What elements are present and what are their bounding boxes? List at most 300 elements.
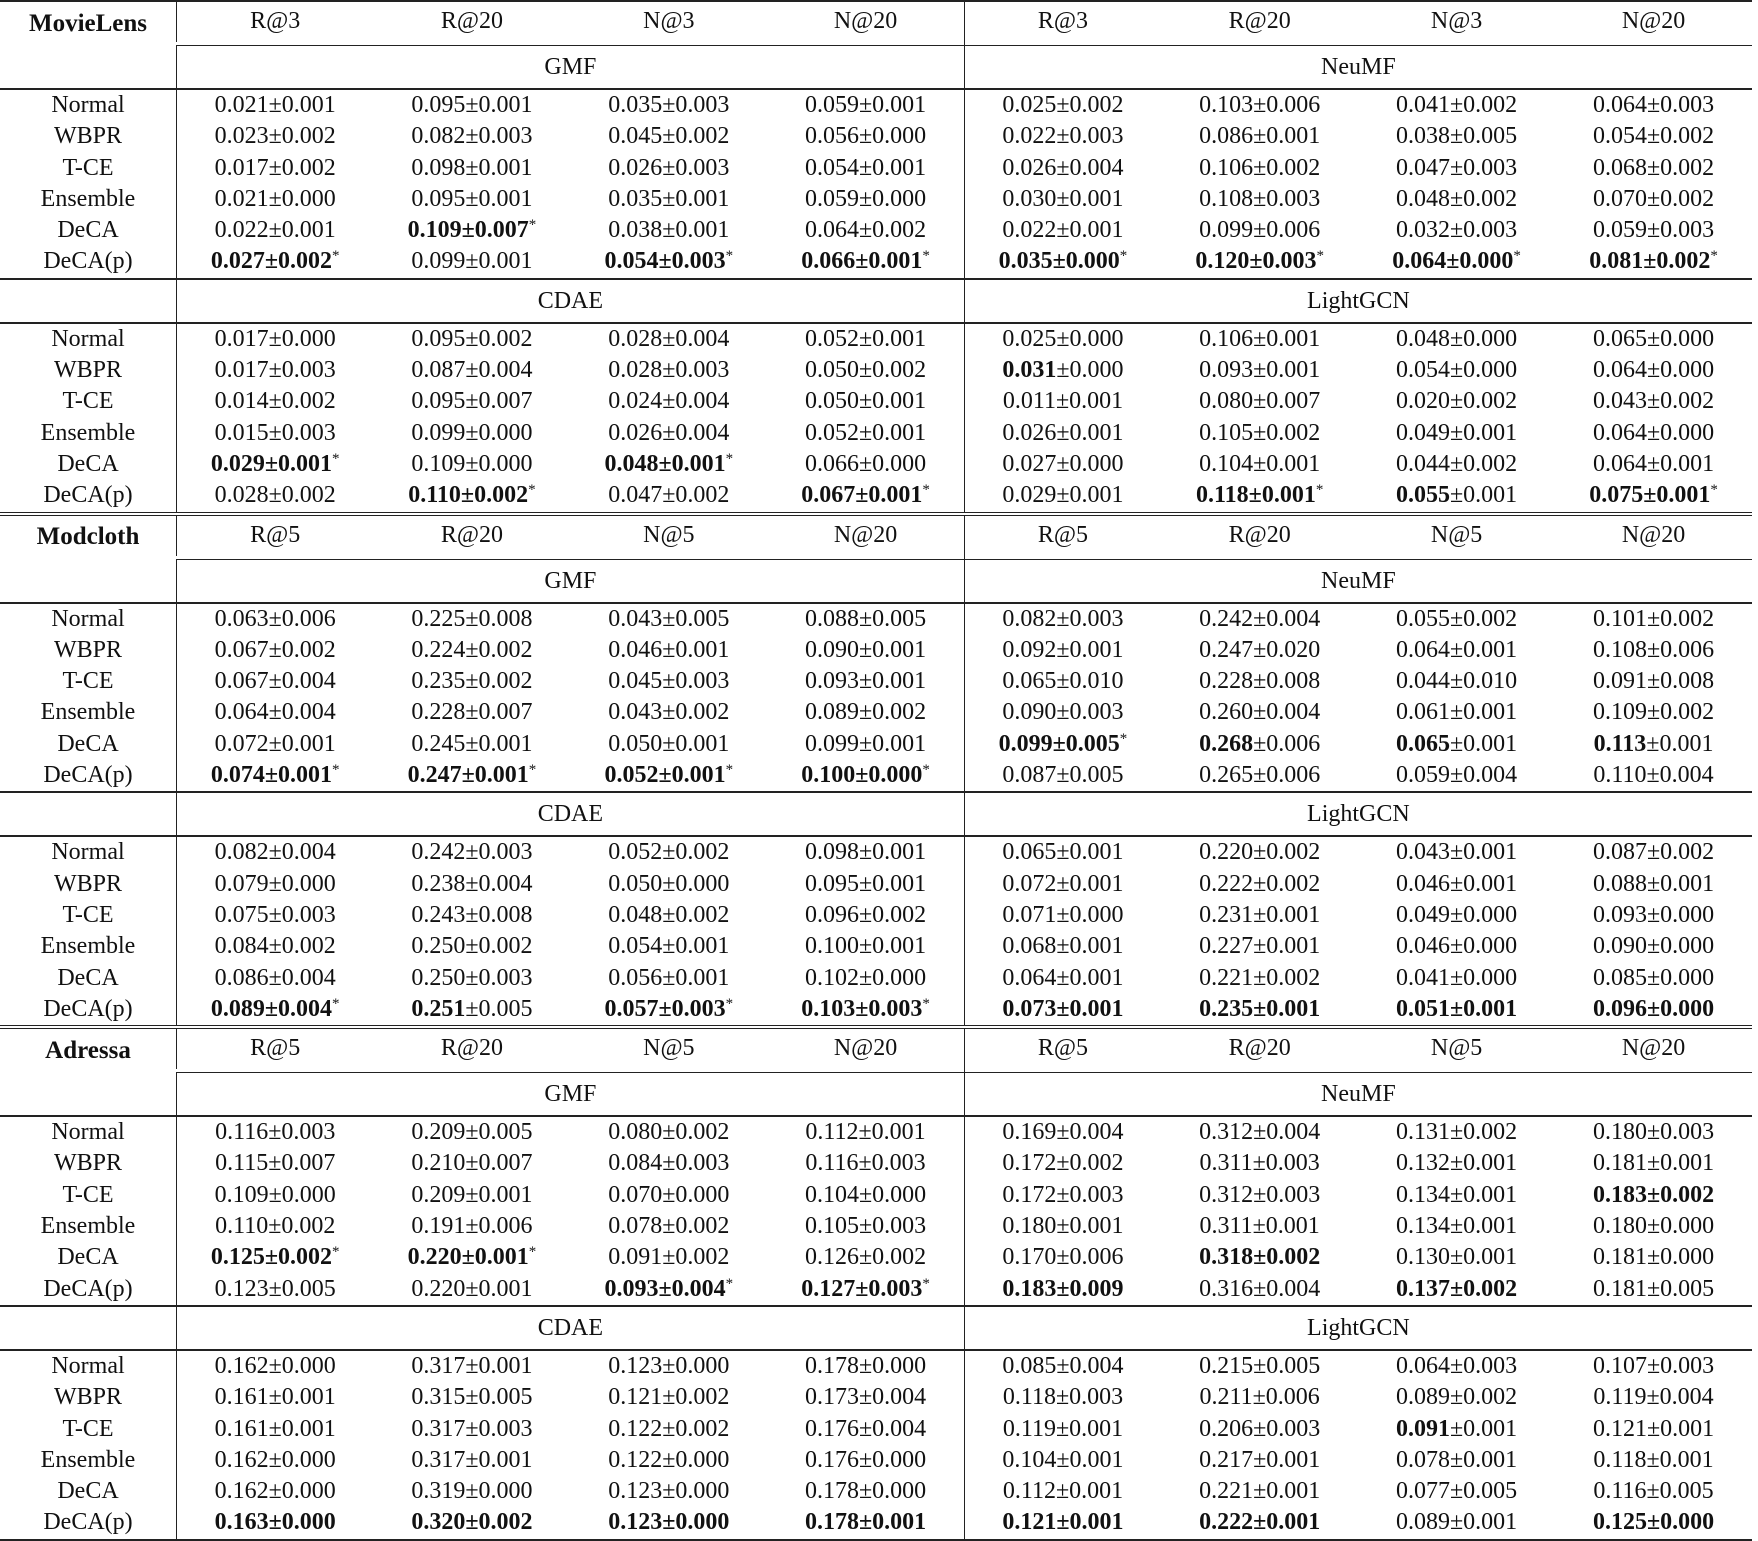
metric-cell (767, 931, 964, 962)
metric-cell (767, 1382, 964, 1413)
metric-cell (177, 89, 374, 121)
metric-mean: 0.054 (604, 248, 659, 275)
metric-std: ±0.002 (264, 248, 333, 275)
metric-mean: 0.025 (1002, 325, 1057, 352)
metric-mean: 0.080 (608, 1119, 663, 1146)
metric-cell (1555, 760, 1752, 792)
metric-std: ±0.006 (1253, 217, 1321, 244)
metric-cell (177, 449, 374, 480)
metric-mean: 0.015 (214, 419, 269, 446)
metric-std: ±0.006 (1253, 92, 1321, 118)
table-row (0, 480, 1752, 513)
metric-std: ±0.001 (1056, 217, 1124, 244)
metric-mean: 0.071 (1002, 901, 1057, 928)
metric-std: ±0.000 (268, 1446, 336, 1473)
metric-std: ±0.000 (268, 1352, 336, 1379)
metric-mean: 0.121 (608, 1384, 663, 1411)
metric-cell (767, 246, 964, 278)
metric-cell (373, 1180, 570, 1211)
metric-std: ±0.000 (858, 450, 927, 477)
metric-mean: 0.022 (1002, 217, 1057, 244)
metric-mean: 0.106 (1199, 325, 1254, 352)
metric-cell (767, 666, 964, 697)
metric-std: ±0.001 (1248, 482, 1316, 509)
metric-std: ±0.003 (662, 357, 730, 384)
metric-cell (964, 836, 1161, 868)
metric-cell (177, 603, 374, 635)
metric-mean: 0.228 (411, 699, 466, 726)
metric-std: ±0.005 (1450, 123, 1518, 150)
metric-cell (570, 666, 767, 697)
metric-mean: 0.022 (1002, 123, 1057, 150)
significance-star: * (1119, 730, 1128, 747)
metric-mean: 0.121 (1002, 1509, 1057, 1536)
metric-mean: 0.074 (210, 762, 265, 789)
metric-std: ±0.001 (1450, 730, 1518, 757)
model-name: GMF (177, 46, 965, 90)
metric-std: ±0.001 (855, 482, 923, 509)
metric-cell (373, 1350, 570, 1382)
metric-mean: 0.093 (1199, 357, 1254, 384)
empty-label-cell (0, 46, 177, 90)
metric-cell (373, 1148, 570, 1179)
significance-star: * (332, 762, 340, 779)
metric-std: ±0.001 (1253, 325, 1321, 352)
metric-cell (767, 386, 964, 417)
significance-star: * (725, 248, 734, 265)
metric-cell (1555, 449, 1752, 480)
metric-std: ±0.003 (1249, 248, 1317, 275)
empty-label-cell (0, 1306, 177, 1350)
metric-std: ±0.002 (1646, 839, 1715, 866)
metric-mean: 0.052 (804, 325, 859, 352)
metric-mean: 0.048 (604, 450, 659, 477)
metric-cell (1358, 994, 1555, 1027)
metric-mean: 0.210 (411, 1150, 466, 1177)
metric-std: ±0.001 (461, 762, 529, 789)
metric-cell (964, 1350, 1161, 1382)
metric-std: ±0.002 (662, 839, 730, 866)
metric-std: ±0.004 (268, 668, 336, 695)
metric-cell (373, 729, 570, 760)
metric-mean: 0.260 (1199, 699, 1254, 726)
metric-cell (373, 931, 570, 962)
metric-mean: 0.064 (1396, 636, 1450, 663)
metric-std: ±0.003 (1450, 217, 1518, 244)
metric-cell (1555, 355, 1752, 386)
metric-std: ±0.003 (658, 995, 726, 1022)
metric-mean: 0.044 (1396, 668, 1450, 695)
metric-mean: 0.021 (214, 185, 269, 212)
significance-star: * (725, 995, 734, 1012)
metric-cell (1555, 121, 1752, 152)
metric-mean: 0.109 (1592, 699, 1647, 726)
metric-std: ±0.001 (858, 730, 927, 757)
metric-mean: 0.023 (214, 123, 269, 150)
metric-std: ±0.001 (858, 636, 927, 663)
metric-mean: 0.046 (1396, 933, 1450, 960)
metric-cell (570, 836, 767, 868)
method-label: T-CE (62, 154, 114, 181)
significance-star: * (528, 217, 537, 234)
metric-std: ±0.007 (1253, 388, 1321, 415)
metric-std: ±0.002 (1253, 964, 1321, 991)
metric-mean: 0.048 (1396, 185, 1450, 212)
metric-std: ±0.001 (465, 730, 533, 757)
metric-mean: 0.030 (1002, 185, 1057, 212)
metric-mean: 0.206 (1199, 1415, 1254, 1442)
metric-std: ±0.003 (465, 964, 533, 991)
metric-mean: 0.059 (804, 92, 859, 118)
metric-mean: 0.073 (1002, 995, 1057, 1022)
metric-std: ±0.007 (465, 1150, 533, 1177)
metric-mean: 0.066 (804, 450, 859, 477)
metric-mean: 0.059 (804, 185, 859, 212)
metric-cell (1358, 355, 1555, 386)
metric-mean: 0.095 (411, 325, 466, 352)
table-row (0, 449, 1752, 480)
metric-mean: 0.095 (411, 388, 466, 415)
metric-std: ±0.004 (1253, 1119, 1321, 1146)
metric-std: ±0.005 (662, 605, 730, 632)
metric-std: ±0.001 (268, 1415, 336, 1442)
metric-std: ±0.000 (1646, 964, 1715, 991)
metric-mean: 0.045 (608, 123, 663, 150)
metric-mean: 0.116 (805, 1150, 859, 1177)
metric-mean: 0.086 (214, 964, 269, 991)
metric-mean: 0.134 (1396, 1213, 1450, 1240)
metric-cell (964, 215, 1161, 246)
metric-std: ±0.005 (1646, 1275, 1715, 1302)
metric-cell (373, 1445, 570, 1476)
metric-std: ±0.002 (662, 1119, 730, 1146)
metric-mean: 0.089 (1396, 1509, 1450, 1536)
table-row (0, 1507, 1752, 1539)
metric-std: ±0.000 (1450, 933, 1518, 960)
metric-std: ±0.001 (1253, 933, 1321, 960)
metric-cell (570, 449, 767, 480)
metric-std: ±0.002 (1056, 92, 1124, 118)
metric-std: ±0.001 (465, 1181, 533, 1208)
metric-header (570, 514, 767, 556)
metric-cell (177, 697, 374, 728)
metric-cell (1161, 760, 1358, 792)
metric-mean: 0.021 (214, 92, 269, 118)
metric-cell (964, 1148, 1161, 1179)
metric-cell (1555, 1116, 1752, 1148)
metric-cell (767, 184, 964, 215)
metric-std: ±0.001 (268, 92, 336, 118)
metric-cell (373, 1274, 570, 1306)
metric-mean: 0.054 (804, 154, 859, 181)
metric-header (177, 1027, 374, 1069)
metric-mean: 0.098 (804, 839, 859, 866)
metric-cell (1358, 449, 1555, 480)
metric-mean: 0.127 (801, 1275, 856, 1302)
metric-cell (177, 355, 374, 386)
metric-std: ±0.002 (1646, 699, 1715, 726)
metric-mean: 0.077 (1396, 1478, 1450, 1505)
metric-std: ±0.006 (1253, 730, 1321, 757)
metric-cell (570, 1350, 767, 1382)
metric-cell (767, 1414, 964, 1445)
metric-mean: 0.176 (804, 1415, 859, 1442)
metric-cell (177, 760, 374, 792)
metric-std: ±0.004 (268, 699, 336, 726)
metric-cell (570, 246, 767, 278)
model-name: NeuMF (964, 46, 1752, 90)
metric-mean: 0.180 (1592, 1119, 1647, 1146)
metric-cell (1358, 386, 1555, 417)
metric-std: ±0.000 (465, 1478, 533, 1505)
metric-cell (767, 1274, 964, 1306)
model-name: NeuMF (964, 559, 1752, 603)
metric-std: ±0.001 (658, 762, 726, 789)
metric-std: ±0.007 (268, 1150, 336, 1177)
metric-mean: 0.235 (411, 668, 466, 695)
table-row (0, 1350, 1752, 1382)
metric-std: ±0.000 (858, 964, 927, 991)
metric-mean: 0.035 (608, 92, 663, 118)
metric-std: ±0.005 (1253, 1352, 1321, 1379)
metric-cell (177, 900, 374, 931)
metric-cell (373, 963, 570, 994)
metric-std: ±0.000 (858, 185, 927, 212)
table-row (0, 1414, 1752, 1445)
metric-cell (570, 1180, 767, 1211)
metric-std: ±0.008 (1253, 668, 1321, 695)
metric-std: ±0.000 (268, 325, 336, 352)
metric-mean: 0.050 (608, 870, 663, 897)
metric-std: ±0.001 (662, 636, 730, 663)
metric-std: ±0.005 (1450, 1478, 1518, 1505)
metric-mean: 0.222 (1199, 1509, 1254, 1536)
metric-std: ±0.005 (1056, 762, 1124, 789)
metric-mean: 0.125 (1592, 1509, 1647, 1536)
metric-mean: 0.095 (411, 185, 466, 212)
metric-cell (1161, 729, 1358, 760)
significance-star: * (332, 995, 340, 1012)
metric-cell (1358, 246, 1555, 278)
method-label: DeCA (57, 217, 119, 244)
metric-mean: 0.054 (1396, 357, 1450, 384)
metric-cell (1555, 1414, 1752, 1445)
metric-std: ±0.003 (465, 1415, 533, 1442)
metric-mean: 0.222 (1199, 870, 1254, 897)
metric-cell (1555, 153, 1752, 184)
metric-std: ±0.006 (1252, 1384, 1320, 1411)
metric-cell (177, 1382, 374, 1413)
metric-mean: 0.072 (214, 730, 269, 757)
metric-mean: 0.096 (804, 901, 859, 928)
metric-cell (177, 386, 374, 417)
metric-cell (1161, 246, 1358, 278)
table-row (0, 931, 1752, 962)
metric-mean: 0.209 (411, 1181, 466, 1208)
metric-std: ±0.004 (662, 388, 730, 415)
metric-mean: 0.067 (214, 636, 269, 663)
metric-header (767, 1, 964, 42)
metric-mean: 0.098 (411, 154, 466, 181)
metric-mean: 0.110 (408, 482, 461, 509)
metric-cell (177, 1414, 374, 1445)
metric-std: ±0.003 (1056, 123, 1124, 150)
metric-std: ±0.006 (1056, 1244, 1124, 1271)
model-name: CDAE (177, 1306, 965, 1350)
table-row (0, 963, 1752, 994)
metric-mean: 0.173 (804, 1384, 859, 1411)
metric-cell (1358, 1242, 1555, 1273)
significance-star: * (922, 482, 930, 499)
metric-std: ±0.001 (858, 154, 927, 181)
metric-std: ±0.001 (465, 1275, 533, 1302)
metric-std: ±0.003 (658, 248, 726, 275)
metric-mean: 0.017 (214, 154, 269, 181)
metric-std: ±0.002 (1646, 123, 1715, 150)
metric-std: ±0.003 (662, 1150, 730, 1177)
metric-mean: 0.091 (608, 1244, 663, 1271)
metric-label: N@20 (1621, 8, 1686, 34)
metric-mean: 0.110 (1593, 762, 1647, 789)
method-label: DeCA(p) (43, 482, 133, 509)
metric-std: ±0.004 (658, 1275, 726, 1302)
metric-label: R@20 (440, 1035, 503, 1062)
metric-std: ±0.002 (1450, 450, 1518, 477)
metric-std: ±0.002 (465, 325, 533, 352)
metric-cell (570, 323, 767, 355)
table-row (0, 1476, 1752, 1507)
method-label: Normal (51, 1352, 125, 1379)
metric-std: ±0.003 (662, 668, 730, 695)
metric-mean: 0.235 (1199, 995, 1254, 1022)
metric-std: ±0.001 (1253, 357, 1321, 384)
metric-mean: 0.247 (1199, 636, 1254, 663)
metric-mean: 0.161 (214, 1384, 269, 1411)
metric-mean: 0.064 (1592, 92, 1647, 118)
metric-std: ±0.000 (1646, 419, 1715, 446)
metric-cell (570, 1274, 767, 1306)
metric-mean: 0.317 (411, 1446, 466, 1473)
metric-mean: 0.221 (1199, 964, 1254, 991)
metric-mean: 0.084 (214, 933, 269, 960)
metric-std: ±0.004 (465, 357, 533, 384)
method-label: WBPR (53, 636, 122, 663)
metric-mean: 0.105 (1199, 419, 1254, 446)
metric-cell (373, 1476, 570, 1507)
significance-star: * (332, 248, 340, 265)
metric-mean: 0.224 (411, 636, 466, 663)
metric-header (1555, 514, 1752, 556)
model-name: GMF (177, 559, 965, 603)
metric-cell (177, 666, 374, 697)
table-row (0, 215, 1752, 246)
table-row (0, 1382, 1752, 1413)
metric-cell (1161, 931, 1358, 962)
metric-cell (177, 215, 374, 246)
metric-std: ±0.005 (1052, 730, 1120, 757)
metric-mean: 0.228 (1199, 668, 1254, 695)
metric-std: ±0.004 (1056, 154, 1124, 181)
metric-cell (1555, 1274, 1752, 1306)
metric-mean: 0.063 (214, 605, 269, 632)
metric-cell (1555, 1211, 1752, 1242)
metric-cell (1358, 1211, 1555, 1242)
metric-std: ±0.002 (662, 1244, 730, 1271)
metric-label: N@20 (833, 521, 898, 548)
metric-cell (177, 1507, 374, 1539)
metric-mean: 0.265 (1199, 762, 1254, 789)
metric-mean: 0.101 (1592, 605, 1647, 632)
metric-std: ±0.001 (1056, 1446, 1124, 1473)
metric-std: ±0.003 (858, 1213, 927, 1240)
metric-mean: 0.080 (1199, 388, 1254, 415)
metric-std: ±0.001 (465, 1446, 533, 1473)
metric-mean: 0.217 (1199, 1446, 1254, 1473)
metric-std: ±0.000 (662, 1509, 730, 1536)
metric-std: ±0.003 (268, 1119, 336, 1146)
metric-cell (570, 869, 767, 900)
metric-std: ±0.000 (268, 870, 336, 897)
metric-label: N@20 (833, 8, 898, 34)
metric-cell (767, 869, 964, 900)
metric-mean: 0.180 (1002, 1213, 1057, 1240)
metric-std: ±0.001 (1646, 1415, 1715, 1442)
table-row (0, 1116, 1752, 1148)
metric-cell (1161, 1350, 1358, 1382)
metric-mean: 0.026 (608, 419, 663, 446)
metric-mean: 0.243 (411, 901, 466, 928)
metric-std: ±0.000 (858, 123, 927, 150)
significance-star: * (1710, 248, 1718, 265)
metric-std: ±0.005 (858, 605, 927, 632)
metric-cell (177, 121, 374, 152)
metric-mean: 0.093 (1592, 901, 1647, 928)
metric-cell (570, 1445, 767, 1476)
metric-std: ±0.002 (465, 636, 533, 663)
metric-cell (1555, 418, 1752, 449)
metric-header (570, 1027, 767, 1069)
metric-mean: 0.028 (608, 357, 663, 384)
metric-mean: 0.038 (1396, 123, 1450, 150)
metric-cell (964, 1242, 1161, 1273)
metric-cell (177, 836, 374, 868)
metric-header (964, 514, 1161, 556)
significance-star: * (922, 762, 930, 779)
metric-std: ±0.001 (1646, 450, 1715, 477)
method-label: Ensemble (40, 185, 136, 212)
metric-mean: 0.172 (1002, 1150, 1057, 1177)
model-name: NeuMF (964, 1073, 1752, 1117)
metric-mean: 0.011 (1002, 388, 1056, 415)
metric-mean: 0.089 (210, 995, 265, 1022)
model-header-row (0, 279, 1752, 323)
metric-mean: 0.048 (1396, 325, 1450, 352)
empty-label-cell (0, 559, 177, 603)
metric-header (570, 1, 767, 42)
empty-label-cell (0, 792, 177, 836)
metric-cell (177, 153, 374, 184)
metric-cell (767, 760, 964, 792)
metric-cell (570, 355, 767, 386)
metric-cell (767, 1350, 964, 1382)
table-row (0, 1180, 1752, 1211)
metric-std: ±0.001 (268, 1384, 336, 1411)
metric-mean: 0.178 (804, 1509, 859, 1536)
metric-std: ±0.002 (268, 388, 336, 415)
metric-mean: 0.191 (411, 1213, 466, 1240)
metric-std: ±0.000 (858, 1181, 927, 1208)
metric-cell (570, 931, 767, 962)
